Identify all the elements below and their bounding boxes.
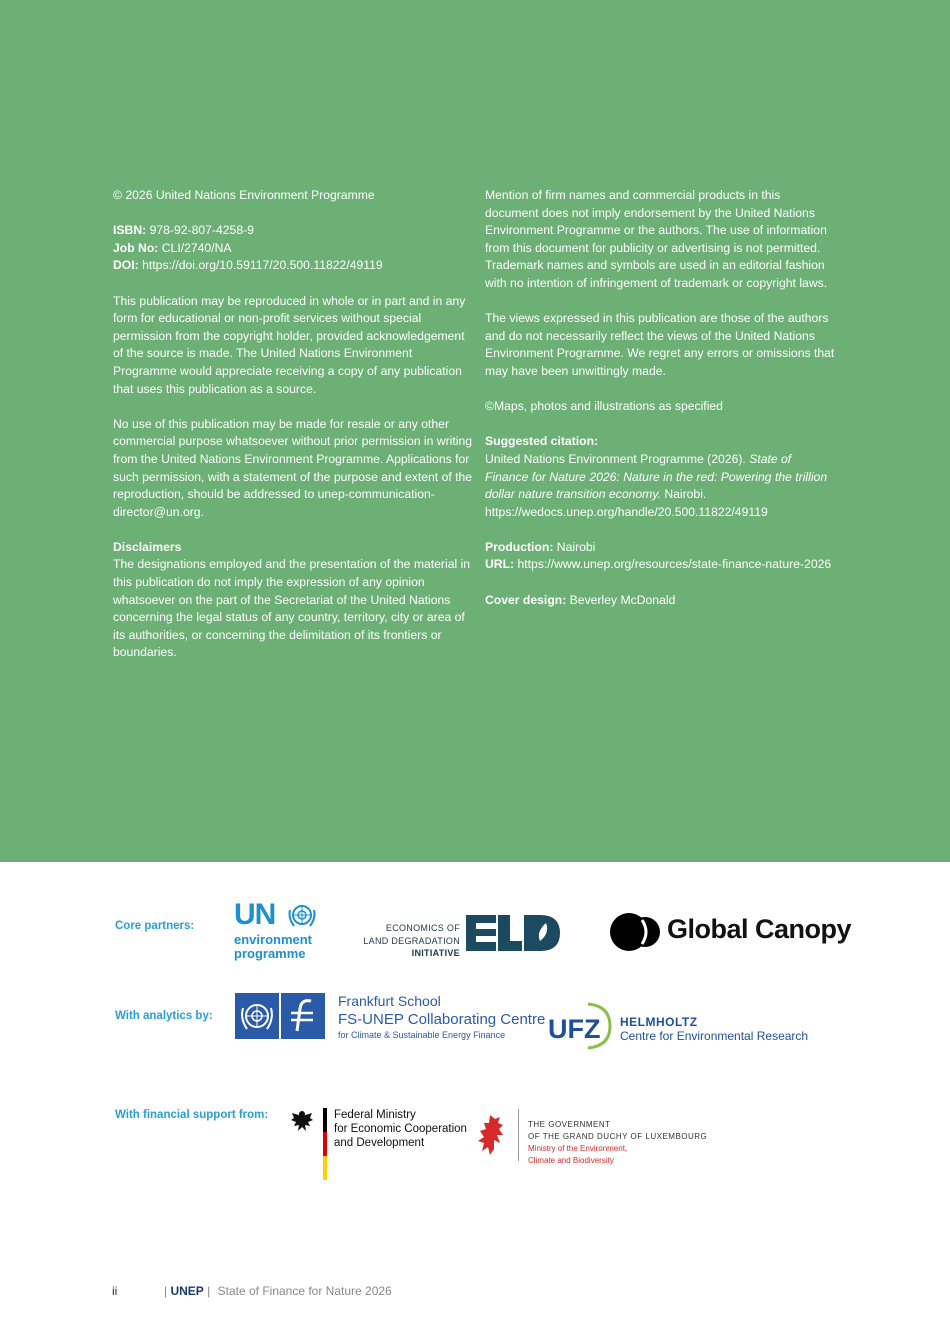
- isbn-value: 978-92-807-4258-9: [149, 223, 254, 238]
- lux-government-name: THE GOVERNMENT OF THE GRAND DUCHY OF LUXEMBOURG: [528, 1120, 708, 1141]
- disclaimers-section: [113, 539, 473, 662]
- doi-line: DOI: https://doi.org/10.59117/20.500.11822/49119: [113, 258, 383, 273]
- luxembourg-government-logo: [476, 1109, 706, 1165]
- cover-design-line: Cover design: Beverley McDonald: [485, 592, 676, 607]
- red-lion-icon: [476, 1113, 512, 1159]
- footer-title: State of Finance for Nature 2026: [217, 1284, 392, 1298]
- citation-prefix: United Nations Environment Programme (2026).: [485, 451, 746, 466]
- production-section: [485, 539, 837, 574]
- disclaimers-heading: Disclaimers: [113, 539, 182, 554]
- fs-centre: FS-UNEP Collaborating Centre: [338, 1011, 546, 1028]
- firm-names-notice: Mention of firm names and commercial products in this document does not imply endorsement by the United Nations Environment Programme or the authors. The use of information from this document for publicity or advertising is not permitted. Trademark names and symbols are used in an editorial fashion with no intention of infringement of trademark or copyright laws.: [485, 188, 828, 290]
- eld-initiative-logo: [360, 914, 560, 958]
- un-emblem-box: [235, 993, 279, 1039]
- analytics-label: With analytics by:: [115, 1010, 213, 1022]
- right-column: [485, 187, 837, 627]
- disclaimers-text: The designations employed and the presentation of the material in this publication do not imply the expression of any opinion whatsoever on the part of the Secretariat of the United Nations concerning the legal status of any country, territory, city or area of its authorities, or concerning the delimitation of its frontiers or boundaries.: [113, 557, 471, 660]
- url-link[interactable]: https://www.unep.org/resources/state-finance-nature-2026: [517, 557, 832, 572]
- jobno-value: CLI/2740/NA: [161, 240, 232, 255]
- financial-support-label: With financial support from:: [115, 1109, 269, 1121]
- jobno-line: Job No: CLI/2740/NA: [113, 240, 232, 255]
- citation-heading: Suggested citation:: [485, 434, 599, 449]
- un-emblem-icon: [235, 993, 279, 1039]
- global-canopy-logo: [610, 912, 865, 954]
- federal-eagle-icon: [289, 1108, 315, 1134]
- resale-notice: No use of this publication may be made for resale or any other commercial purpose whatsoever without prior permission in writing from the United Nations Environment Programme. Applications for such permission, with a statement of the purpose and extent of the reproduction, should be addressed to unep-communication-director@un.org.: [113, 416, 473, 519]
- frankfurt-school-logo: [235, 993, 546, 1041]
- fs-symbol-box: [281, 993, 325, 1039]
- eld-mark-icon: [466, 914, 560, 952]
- maps-notice: ©Maps, photos and illustrations as specified: [485, 399, 723, 414]
- flag-stripe-black: [323, 1108, 327, 1132]
- un-emblem-icon: [286, 902, 318, 930]
- unep-letters: UN: [234, 898, 276, 931]
- views-notice: The views expressed in this publication are those of the authors and do not necessarily reflect the views of the United Nations Environment Programme. We regret any errors or omissions that may have been unwittingly made.: [485, 311, 835, 378]
- helmholtz-subtitle: Centre for Environmental Research: [620, 1029, 809, 1043]
- fs-symbol-icon: [281, 993, 325, 1039]
- eld-wordmark: ECONOMICS OF LAND DEGRADATION INITIATIVE: [363, 923, 460, 958]
- bmz-wordmark: Federal Ministry for Economic Cooperation and Development: [334, 1109, 467, 1149]
- lux-ministry-name: Ministry of the Environment, Climate and Biodiversity: [528, 1144, 628, 1165]
- global-canopy-wordmark: Global Canopy: [667, 914, 852, 944]
- citation-section: [485, 433, 837, 521]
- unep-subtitle: environment programme: [234, 932, 313, 961]
- citation-title: State of Finance for Nature 2026: Nature in the red: Powering the trillion dollar nature transition economy.: [485, 451, 828, 502]
- footer-org: UNEP: [170, 1284, 204, 1298]
- global-canopy-mark-icon: [610, 912, 662, 952]
- production-line: Production: Nairobi: [485, 539, 596, 554]
- url-line: URL: https://www.unep.org/resources/state-finance-nature-2026: [485, 557, 832, 572]
- reproduction-notice: This publication may be reproduced in whole or in part and in any form for educational or non-profit services without special permission from the copyright holder, provided acknowledgement of the source is made. The United Nations Environment Programme would appreciate receiving a copy of any publication that uses this publication as a source.: [113, 293, 466, 396]
- flag-stripe-red: [323, 1132, 327, 1156]
- identifiers: [113, 222, 473, 275]
- copyright-notice: © 2026 United Nations Environment Programme: [113, 188, 375, 202]
- flag-stripe-gold: [323, 1156, 327, 1180]
- ufz-mark-icon: [548, 1000, 616, 1052]
- helmholtz-name: HELMHOLTZ: [620, 1015, 698, 1029]
- svg-text:UFZ: UFZ: [548, 1014, 601, 1044]
- unep-logo: [234, 900, 334, 964]
- isbn-line: ISBN: 978-92-807-4258-9: [113, 223, 254, 238]
- bmz-logo: [288, 1108, 468, 1180]
- doi-link[interactable]: https://doi.org/10.59117/20.500.11822/49119: [142, 258, 383, 273]
- fs-name: Frankfurt School: [338, 993, 441, 1009]
- lux-divider: [518, 1109, 519, 1161]
- ufz-helmholtz-logo: [548, 1000, 818, 1052]
- fs-tagline: for Climate & Sustainable Energy Finance: [338, 1030, 506, 1040]
- page-number: ii: [112, 1284, 118, 1298]
- running-footer: | UNEP | State of Finance for Nature 2026: [164, 1284, 392, 1298]
- core-partners-label: Core partners:: [115, 920, 195, 932]
- citation-suffix: Nairobi. https://wedocs.unep.org/handle/20.500.11822/49119: [485, 487, 768, 519]
- left-column: [113, 187, 473, 680]
